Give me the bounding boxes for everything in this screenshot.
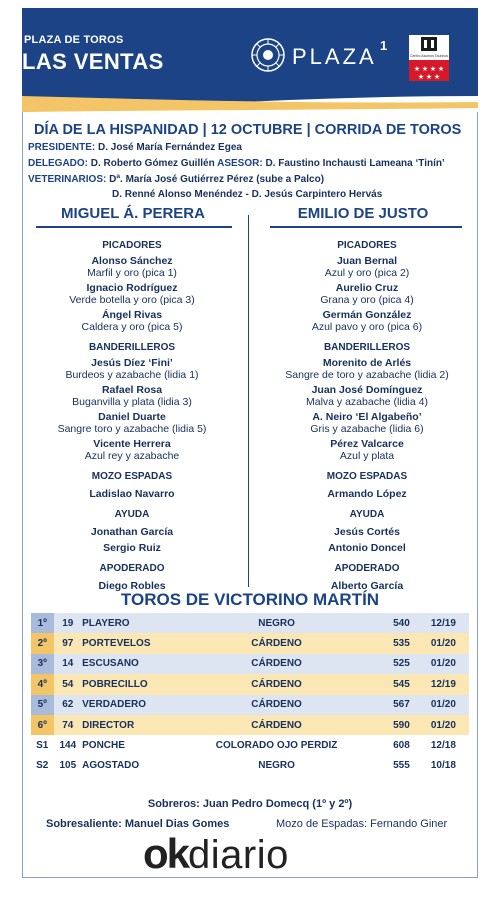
asesor-label: ASESOR: [217,158,263,169]
sobreros-line: Sobreros: Juan Pedro Domecq (1º y 2º) [147,798,353,810]
picadores-label: PICADORES [337,240,397,251]
ayuda-label: AYUDA [349,509,385,520]
toro-birth: 12/19 [418,674,469,694]
ayuda-label: AYUDA [114,509,150,520]
asesor-name: D. Faustino Inchausti Lameana ‘Tinín’ [265,158,445,169]
table-row [31,756,469,776]
banderillero-name: Rafael Rosa [101,384,163,396]
picador-detail: Verde botella y oro (pica 3) [69,294,195,306]
svg-text:★: ★ [417,74,425,81]
toro-coat: NEGRO [205,613,348,633]
cuadrilla-left [27,236,237,592]
picador-detail: Azul y oro (pica 2) [324,267,410,279]
table-row [31,654,469,674]
banderillero-detail: Gris y azabache (lidia 6) [310,423,424,435]
banderillero-entry [27,384,237,408]
banderillero-entry [262,384,472,408]
ayuda-name: Antonio Doncel [328,542,406,554]
toro-birth: 01/20 [418,715,469,735]
toro-number: 19 [54,613,83,633]
svg-text:★: ★ [429,66,437,73]
banderillero-entry [27,357,237,381]
toro-weight: 590 [348,715,418,735]
toro-birth: 01/20 [418,654,469,674]
picador-entry [27,309,237,333]
banderilleros-label: BANDERILLEROS [88,342,176,353]
toro-name: PONCHE [82,735,205,755]
brand-diario: diario [188,833,289,877]
toro-coat: CÁRDENO [205,715,348,735]
banderillero-entry [262,411,472,435]
picador-name: Juan Bernal [336,255,398,267]
matador-right-underline [270,226,462,228]
banderillero-name: Daniel Duarte [98,411,166,423]
banderillero-entry [27,411,237,435]
picador-name: Alonso Sánchez [91,255,173,267]
banderillero-entry [27,438,237,462]
banderillero-name: Juan José Domínguez [311,384,423,396]
banderillero-name: Jesús Díez ‘Fini’ [91,357,173,369]
banderillero-name: Vicente Herrera [93,438,171,450]
picador-entry [27,255,237,279]
madrid-logo-icon [409,35,449,81]
svg-text:Centro Asuntos Taurinos: Centro Asuntos Taurinos [409,54,449,58]
toro-name: PORTEVELOS [82,633,205,653]
mozo-espadas-name: Armando López [327,488,407,500]
picador-detail: Azul pavo y oro (pica 6) [311,321,423,333]
toro-name: AGOSTADO [82,756,205,776]
toro-weight: 525 [348,654,418,674]
picador-detail: Grana y oro (pica 4) [320,294,414,306]
toro-birth: 12/18 [418,735,469,755]
toro-number: 105 [54,756,83,776]
toro-coat: NEGRO [205,756,348,776]
toro-name: ESCUSANO [82,654,205,674]
presidente-name: D. José María Fernández Egea [98,142,242,153]
picadores-label: PICADORES [102,240,162,251]
banderillero-detail: Burdeos y azabache (lidia 1) [65,369,199,381]
banderillero-entry [262,438,472,462]
presidente-line [28,142,242,153]
toro-weight: 608 [348,735,418,755]
svg-text:★: ★ [421,66,429,73]
toro-number: 74 [54,715,83,735]
venue-title: LAS VENTAS [22,49,164,74]
toro-weight: 535 [348,633,418,653]
delegado-line [28,158,445,169]
matador-right: EMILIO DE JUSTO [297,205,429,222]
toro-coat: COLORADO OJO PERDIZ [205,735,348,755]
table-row [31,674,469,694]
banderillero-detail: Sangre toro y azabache (lidia 5) [57,423,207,435]
svg-text:★: ★ [425,74,433,81]
svg-text:★: ★ [437,66,445,73]
svg-text:★: ★ [433,74,441,81]
matador-left: MIGUEL Á. PERERA [61,205,205,222]
mozo-espadas-label: MOZO ESPADAS [326,471,408,482]
veterinario-2: D. Renné Alonso Menéndez - D. Jesús Carpintero Hervás [112,189,383,200]
toro-weight: 555 [348,756,418,776]
picador-entry [262,255,472,279]
toro-coat: CÁRDENO [205,654,348,674]
svg-text:★: ★ [413,66,421,73]
picador-detail: Caldera y oro (pica 5) [81,321,183,333]
toro-order: 1º [31,613,54,633]
column-divider [248,215,249,587]
presidente-label: PRESIDENTE: [28,142,96,153]
veterinarios-label: VETERINARIOS: [28,174,107,185]
toro-order: S2 [31,756,54,776]
toro-coat: CÁRDENO [205,674,348,694]
picador-name: Ángel Rivas [101,309,163,321]
banderillero-detail: Malva y azabache (lidia 4) [306,396,428,408]
toro-order: 3º [31,654,54,674]
brand-plaza: PLAZA [292,44,377,69]
table-row [31,695,469,715]
event-title: DÍA DE LA HISPANIDAD | 12 OCTUBRE | CORRIDA DE TOROS [34,122,462,138]
mozo-espadas-label: MOZO ESPADAS [91,471,173,482]
table-row [31,633,469,653]
picador-entry [27,282,237,306]
table-row [31,715,469,735]
toro-coat: CÁRDENO [205,633,348,653]
banderillero-name: Pérez Valcarce [330,438,404,450]
veterinarios-line [28,174,324,185]
banderillero-detail: Azul y plata [339,450,395,462]
banderillero-name: Morenito de Arlés [322,357,412,369]
picador-name: Aurelio Cruz [335,282,399,294]
toro-number: 144 [54,735,83,755]
toro-order: S1 [31,735,54,755]
delegado-label: DELEGADO: [28,158,88,169]
toro-name: PLAYERO [82,613,205,633]
veterinario-1: Dª. María José Gutiérrez Pérez (sube a Palco) [109,174,325,185]
toro-number: 97 [54,633,83,653]
toro-name: POBRECILLO [82,674,205,694]
header-stripe [22,90,478,112]
sobresaliente-line: Sobresaliente: Manuel Dias Gomes [46,818,230,830]
toro-name: VERDADERO [82,695,205,715]
ayuda-name: Jesús Cortés [334,526,400,538]
banderillero-entry [262,357,472,381]
toro-weight: 567 [348,695,418,715]
plaza-emblem-icon [250,37,286,73]
venue-small: PLAZA DE TOROS [24,34,124,46]
picador-entry [262,309,472,333]
delegado-name: D. Roberto Gómez Guillén [90,158,215,169]
table-row [31,735,469,755]
picador-detail: Marfil y oro (pica 1) [87,267,177,279]
toro-weight: 540 [348,613,418,633]
toro-coat: CÁRDENO [205,695,348,715]
toro-weight: 545 [348,674,418,694]
mozo-espadas-name: Ladislao Navarro [89,488,175,500]
table-row [31,613,469,633]
toro-order: 4º [31,674,54,694]
apoderado-name: Diego Robles [98,580,166,592]
veterinarios-line-2 [112,189,382,200]
cuadrilla-right [262,236,472,592]
banderillero-detail: Sangre de toro y azabache (lidia 2) [285,369,449,381]
toro-name: DIRECTOR [82,715,205,735]
okdiario-logo [143,830,289,878]
mozo-espadas-footer: Mozo de Espadas: Fernando Giner [276,818,448,830]
toros-title: TOROS DE VICTORINO MARTÍN [120,590,380,609]
toro-birth: 12/19 [418,613,469,633]
toro-birth: 01/20 [418,633,469,653]
toro-order: 2º [31,633,54,653]
apoderado-label: APODERADO [334,563,400,574]
banderillero-detail: Azul rey y azabache [84,450,180,462]
toro-number: 62 [54,695,83,715]
toro-birth: 01/20 [418,695,469,715]
apoderado-label: APODERADO [99,563,165,574]
banderillero-detail: Buganvilla y plata (lidia 3) [72,396,192,408]
picador-name: Germán González [322,309,412,321]
picador-entry [262,282,472,306]
matador-left-underline [36,226,232,228]
toros-table [31,613,469,776]
brand-ok: ok [143,830,189,877]
banderillero-name: A. Neiro ‘El Algabeño’ [312,411,422,423]
apoderado-name: Alberto García [330,580,404,592]
toro-order: 6º [31,715,54,735]
ayuda-name: Sergio Ruiz [103,542,161,554]
picador-name: Ignacio Rodríguez [86,282,178,294]
toro-order: 5º [31,695,54,715]
toro-number: 14 [54,654,83,674]
banderilleros-label: BANDERILLEROS [323,342,411,353]
toro-number: 54 [54,674,83,694]
ayuda-name: Jonathan García [90,526,174,538]
toro-birth: 10/18 [418,756,469,776]
brand-plaza-sup: 1 [380,38,388,53]
